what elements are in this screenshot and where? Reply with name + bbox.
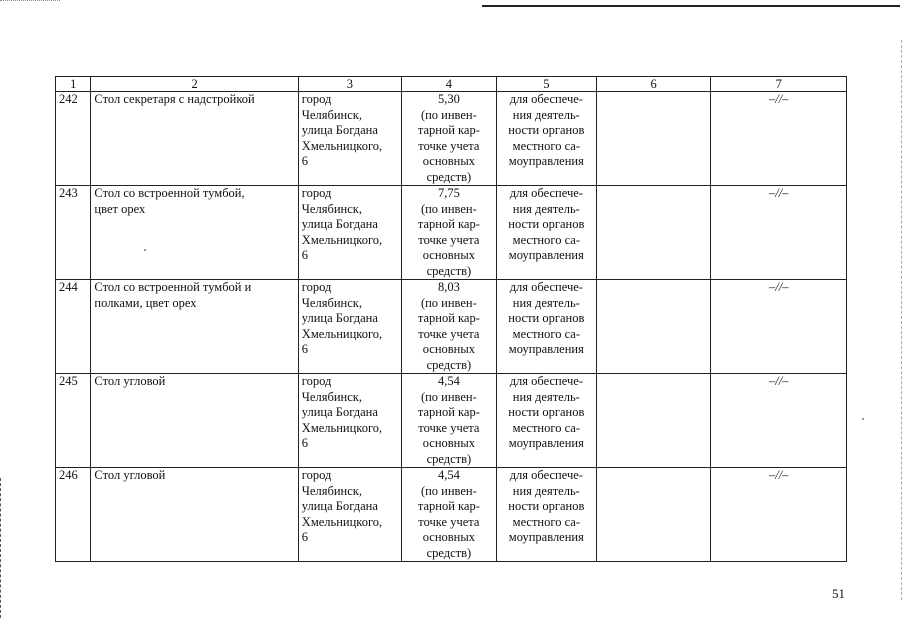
value-line: основных	[422, 436, 476, 450]
table-body	[56, 92, 847, 562]
purpose-line: местного са-	[512, 514, 580, 529]
scan-artifact-right-edge	[901, 40, 903, 600]
address-line: город	[301, 186, 332, 200]
address-line: Хмельницкого,	[301, 232, 383, 247]
purpose-line: ния деятель-	[512, 107, 580, 122]
column-6-cell	[596, 468, 711, 562]
item-name-line: Стол секретаря с надстройкой	[94, 92, 255, 106]
address-line: город	[301, 280, 332, 294]
row-number-cell: 243	[56, 186, 91, 280]
inventory-table	[55, 76, 847, 562]
ditto-mark-cell: –//–	[711, 280, 847, 374]
item-name-line: Стол со встроенной тумбой и	[94, 280, 252, 294]
header-cell-5: 5	[496, 77, 596, 92]
table-row	[56, 92, 847, 186]
address-cell	[298, 468, 401, 562]
header-cell-4: 4	[401, 77, 496, 92]
value-cell	[401, 92, 496, 186]
header-cell-3: 3	[298, 77, 401, 92]
column-6-cell	[596, 280, 711, 374]
purpose-cell	[496, 280, 596, 374]
value-line: (по инвен-	[420, 483, 477, 498]
ditto-mark-cell: –//–	[711, 186, 847, 280]
purpose-line: местного са-	[512, 326, 580, 341]
scan-artifact-top-left	[0, 0, 60, 5]
purpose-cell	[496, 374, 596, 468]
table-header-row	[56, 77, 847, 92]
row-number-cell: 245	[56, 374, 91, 468]
address-line: Хмельницкого,	[301, 138, 383, 153]
purpose-line: местного са-	[512, 420, 580, 435]
value-line: тарной кар-	[417, 217, 480, 231]
address-line: 6	[301, 248, 309, 262]
row-number-cell: 244	[56, 280, 91, 374]
value-line: средств)	[426, 263, 472, 278]
purpose-cell	[496, 92, 596, 186]
value-line: основных	[422, 530, 476, 544]
header-cell-2: 2	[91, 77, 298, 92]
address-line: Хмельницкого,	[301, 420, 383, 435]
value-line: средств)	[426, 357, 472, 372]
item-name-line: цвет орех	[94, 201, 146, 216]
address-line: улица Богдана	[301, 405, 378, 419]
value-line: точке учета	[418, 326, 480, 341]
value-line: средств)	[426, 169, 472, 184]
address-line: Челябинск,	[301, 107, 362, 122]
value-line: (по инвен-	[420, 201, 477, 216]
purpose-line: ния деятель-	[512, 389, 580, 404]
address-cell	[298, 92, 401, 186]
item-name-line: Стол угловой	[94, 468, 166, 482]
address-line: улица Богдана	[301, 311, 378, 325]
value-line: точке учета	[418, 138, 480, 153]
value-line: 7,75	[437, 186, 460, 200]
header-cell-6: 6	[596, 77, 711, 92]
purpose-line: моуправления	[508, 342, 584, 356]
purpose-line: для обеспече-	[509, 280, 583, 294]
value-cell	[401, 186, 496, 280]
address-line: Челябинск,	[301, 201, 362, 216]
address-line: 6	[301, 530, 309, 544]
item-name-cell	[91, 92, 298, 186]
address-line: Челябинск,	[301, 295, 362, 310]
ditto-mark-cell: –//–	[711, 468, 847, 562]
address-line: Челябинск,	[301, 483, 362, 498]
purpose-line: ности органов	[508, 217, 585, 231]
purpose-line: ния деятель-	[512, 483, 580, 498]
scan-artifact-top-rule	[482, 5, 900, 7]
value-line: тарной кар-	[417, 405, 480, 419]
purpose-line: моуправления	[508, 154, 584, 168]
purpose-line: для обеспече-	[509, 468, 583, 482]
purpose-line: моуправления	[508, 436, 584, 450]
address-cell	[298, 374, 401, 468]
address-line: 6	[301, 154, 309, 168]
purpose-line: моуправления	[508, 248, 584, 262]
column-6-cell	[596, 92, 711, 186]
address-line: улица Богдана	[301, 123, 378, 137]
value-line: 5,30	[437, 92, 460, 106]
address-line: город	[301, 468, 332, 482]
address-line: город	[301, 92, 332, 106]
address-line: город	[301, 374, 332, 388]
item-name-line: Стол со встроенной тумбой,	[94, 186, 245, 200]
value-line: основных	[422, 154, 476, 168]
address-cell	[298, 186, 401, 280]
table-row	[56, 374, 847, 468]
value-cell	[401, 468, 496, 562]
value-cell	[401, 374, 496, 468]
item-name-cell	[91, 374, 298, 468]
address-cell	[298, 280, 401, 374]
address-line: Хмельницкого,	[301, 514, 383, 529]
item-name-cell	[91, 280, 298, 374]
purpose-line: для обеспече-	[509, 374, 583, 388]
purpose-cell	[496, 468, 596, 562]
header-cell-1: 1	[56, 77, 91, 92]
purpose-line: для обеспече-	[509, 92, 583, 106]
value-line: средств)	[426, 545, 472, 560]
value-line: тарной кар-	[417, 499, 480, 513]
page-number: 51	[832, 586, 845, 601]
value-line: тарной кар-	[417, 123, 480, 137]
value-line: точке учета	[418, 420, 480, 435]
table-row	[56, 468, 847, 562]
row-number-cell: 246	[56, 468, 91, 562]
purpose-line: моуправления	[508, 530, 584, 544]
column-6-cell	[596, 374, 711, 468]
column-6-cell	[596, 186, 711, 280]
value-line: (по инвен-	[420, 107, 477, 122]
value-line: основных	[422, 248, 476, 262]
item-name-line: полками, цвет орех	[94, 295, 197, 310]
value-line: (по инвен-	[420, 295, 477, 310]
table-row	[56, 186, 847, 280]
purpose-line: ности органов	[508, 123, 585, 137]
row-number-cell: 242	[56, 92, 91, 186]
value-line: тарной кар-	[417, 311, 480, 325]
value-line: 4,54	[437, 374, 460, 388]
purpose-line: местного са-	[512, 138, 580, 153]
value-line: средств)	[426, 451, 472, 466]
scan-artifact-left-edge	[0, 478, 2, 618]
address-line: Хмельницкого,	[301, 326, 383, 341]
scan-speck	[862, 418, 864, 420]
value-line: 4,54	[437, 468, 460, 482]
item-name-cell	[91, 468, 298, 562]
address-line: улица Богдана	[301, 217, 378, 231]
value-line: (по инвен-	[420, 389, 477, 404]
purpose-line: ности органов	[508, 499, 585, 513]
value-cell	[401, 280, 496, 374]
value-line: основных	[422, 342, 476, 356]
value-line: точке учета	[418, 514, 480, 529]
purpose-line: для обеспече-	[509, 186, 583, 200]
item-name-cell	[91, 186, 298, 280]
header-cell-7: 7	[711, 77, 847, 92]
ditto-mark-cell: –//–	[711, 374, 847, 468]
purpose-line: ния деятель-	[512, 201, 580, 216]
purpose-line: ния деятель-	[512, 295, 580, 310]
value-line: точке учета	[418, 232, 480, 247]
purpose-line: ности органов	[508, 311, 585, 325]
ditto-mark-cell: –//–	[711, 92, 847, 186]
address-line: Челябинск,	[301, 389, 362, 404]
value-line: 8,03	[437, 280, 460, 294]
purpose-cell	[496, 186, 596, 280]
item-name-line: Стол угловой	[94, 374, 166, 388]
address-line: 6	[301, 436, 309, 450]
address-line: 6	[301, 342, 309, 356]
table-row	[56, 280, 847, 374]
purpose-line: местного са-	[512, 232, 580, 247]
purpose-line: ности органов	[508, 405, 585, 419]
address-line: улица Богдана	[301, 499, 378, 513]
